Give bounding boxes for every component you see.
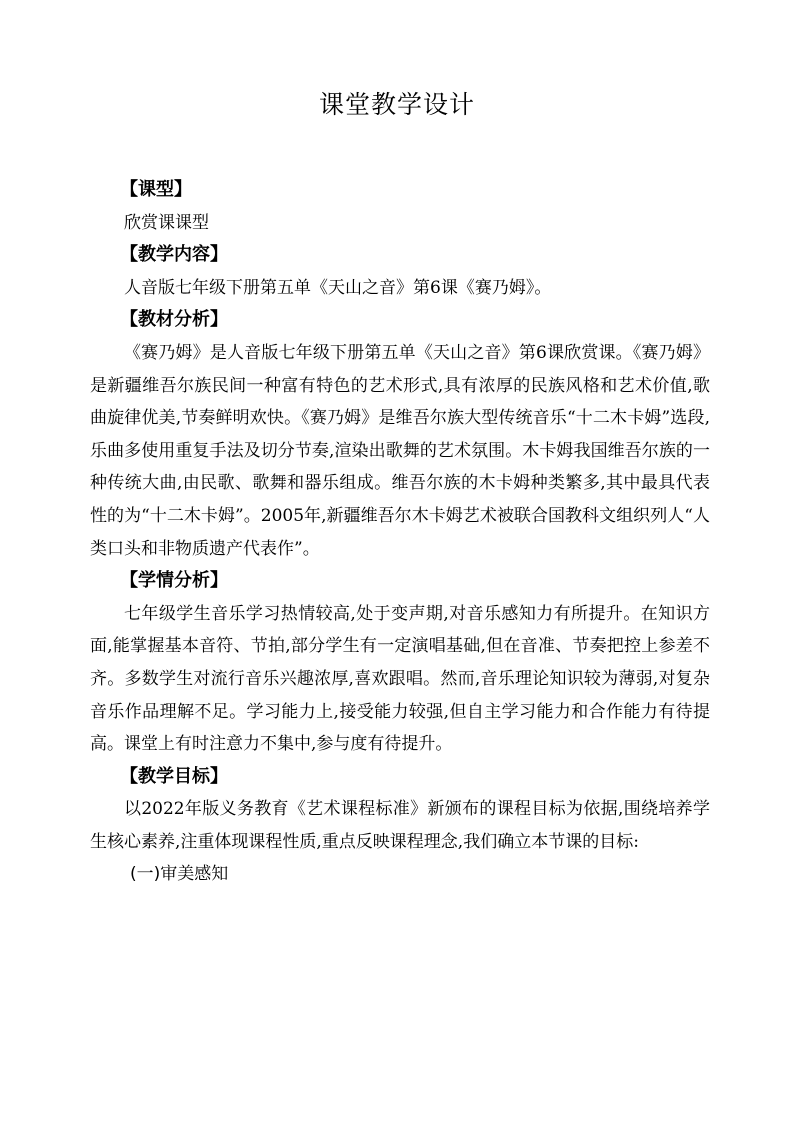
section-paragraph: 欣赏课课型	[124, 212, 209, 233]
page-title: 课堂教学设计	[318, 90, 475, 119]
section-paragraph: 《赛乃姆》是人音版七年级下册第五单《天山之音》第6课欣赏课。《赛乃姆》是新疆维吾尔族民间一种富有特色的艺术形式,具有浓厚的民族风格和艺术价值,歌曲旋律优美,节奏鲜明欢快。《赛乃姆》是维吾尔族大型传统音乐“十二木卡姆”选段,乐曲多使用重复手法及切分节奏,渲染出歌舞的艺术氛围。木卡姆我国维吾尔族的一种传统大曲,由民歌、歌舞和器乐组成。维吾尔族的木卡姆种类繁多,其中最具代表性的为“十二木卡姆”。2005年,新疆维吾尔木卡姆艺术被联合国教科文组织列人“人类口头和非物质遗产代表作”。	[90, 342, 710, 559]
section-paragraph: 七年级学生音乐学习热情较高,处于变声期,对音乐感知力有所提升。在知识方面,能掌握基本音符、节拍,部分学生有一定演唱基础,但在音准、节奏把控上参差不齐。多数学生对流行音乐兴趣浓厚,喜欢跟唱。然而,音乐理论知识较为薄弱,对复杂音乐作品理解不足。学习能力上,接受能力较强,但自主学习能力和合作能力有待提高。课堂上有时注意力不集中,参与度有待提升。	[90, 603, 710, 755]
document-body	[90, 174, 710, 891]
section-heading-content: 【教学内容】	[120, 244, 228, 266]
section-heading-goals: 【教学目标】	[120, 765, 228, 787]
section-heading-type: 【课型】	[120, 179, 192, 200]
section-heading-students: 【学情分析】	[120, 570, 228, 592]
section-heading-material: 【教材分析】	[120, 309, 228, 331]
section-paragraph: 人音版七年级下册第五单《天山之音》第6课《赛乃姆》。	[124, 277, 552, 298]
subheading-aesthetic: (一)审美感知	[130, 864, 229, 885]
section-paragraph: 以2022年版义务教育《艺术课程标准》新颁布的课程目标为依据,围绕培养学生核心素养,注重体现课程性质,重点反映课程理念,我们确立本节课的目标:	[90, 799, 710, 852]
